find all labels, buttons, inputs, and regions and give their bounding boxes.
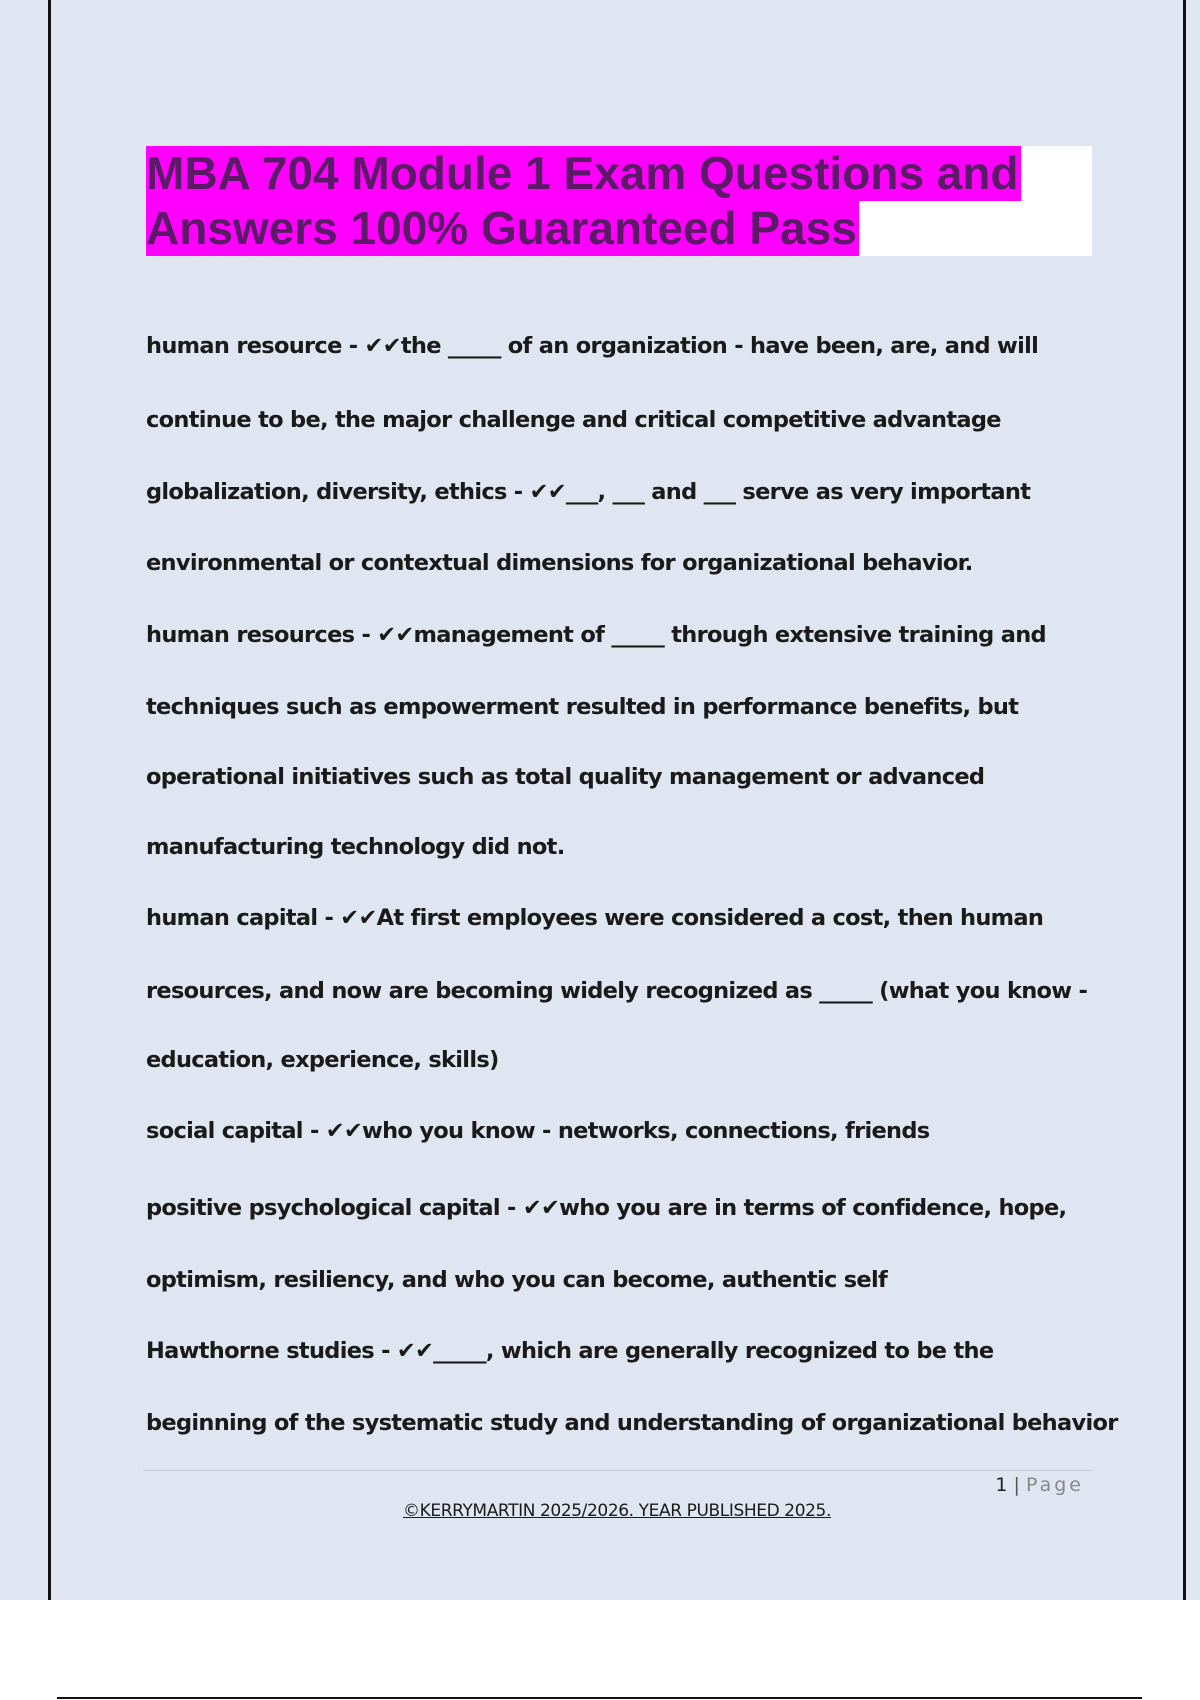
body-line-15: Hawthorne studies - ✔✔_____, which are generally recognized to be the — [146, 1338, 994, 1364]
body-line-12: social capital - ✔✔who you know - networks, connections, friends — [146, 1118, 930, 1144]
body-line-14: optimism, resiliency, and who you can become, authentic self — [146, 1267, 888, 1293]
body-line-4: environmental or contextual dimensions for organizational behavior. — [146, 550, 973, 576]
footer-divider — [143, 1470, 1093, 1471]
body-line-13: positive psychological capital - ✔✔who you are in terms of confidence, hope, — [146, 1195, 1067, 1221]
page-number-value: 1 — [995, 1474, 1008, 1496]
page-border-right — [1183, 0, 1186, 1600]
body-line-3: globalization, diversity, ethics - ✔✔___, ___ and ___ serve as very important — [146, 479, 1031, 505]
body-line-8: manufacturing technology did not. — [146, 834, 565, 860]
page-number-separator: | — [1013, 1474, 1020, 1496]
body-line-9: human capital - ✔✔At first employees were considered a cost, then human — [146, 905, 1044, 931]
body-line-6: techniques such as empowerment resulted in performance benefits, but — [146, 694, 1019, 720]
body-line-2: continue to be, the major challenge and critical competitive advantage — [146, 407, 1001, 433]
page-border-left — [48, 0, 51, 1600]
body-line-16: beginning of the systematic study and understanding of organizational behavior — [146, 1410, 1118, 1436]
document-title-line-2: Answers 100% Guaranteed Pass — [146, 202, 857, 254]
page-label: Page — [1026, 1474, 1084, 1496]
document-title-line-1: MBA 704 Module 1 Exam Questions and — [146, 147, 1019, 199]
bottom-divider — [57, 1697, 1142, 1699]
body-line-7: operational initiatives such as total quality management or advanced — [146, 764, 985, 790]
page-number — [940, 1474, 1084, 1496]
body-line-1: human resource - ✔✔the _____ of an organization - have been, are, and will — [146, 333, 1039, 359]
body-line-11: education, experience, skills) — [146, 1047, 499, 1073]
body-line-5: human resources - ✔✔management of _____ through extensive training and — [146, 622, 1046, 648]
body-line-10: resources, and now are becoming widely recognized as _____ (what you know - — [146, 978, 1088, 1004]
copyright-notice: ©KERRYMARTIN 2025/2026. YEAR PUBLISHED 2025. — [403, 1501, 831, 1521]
